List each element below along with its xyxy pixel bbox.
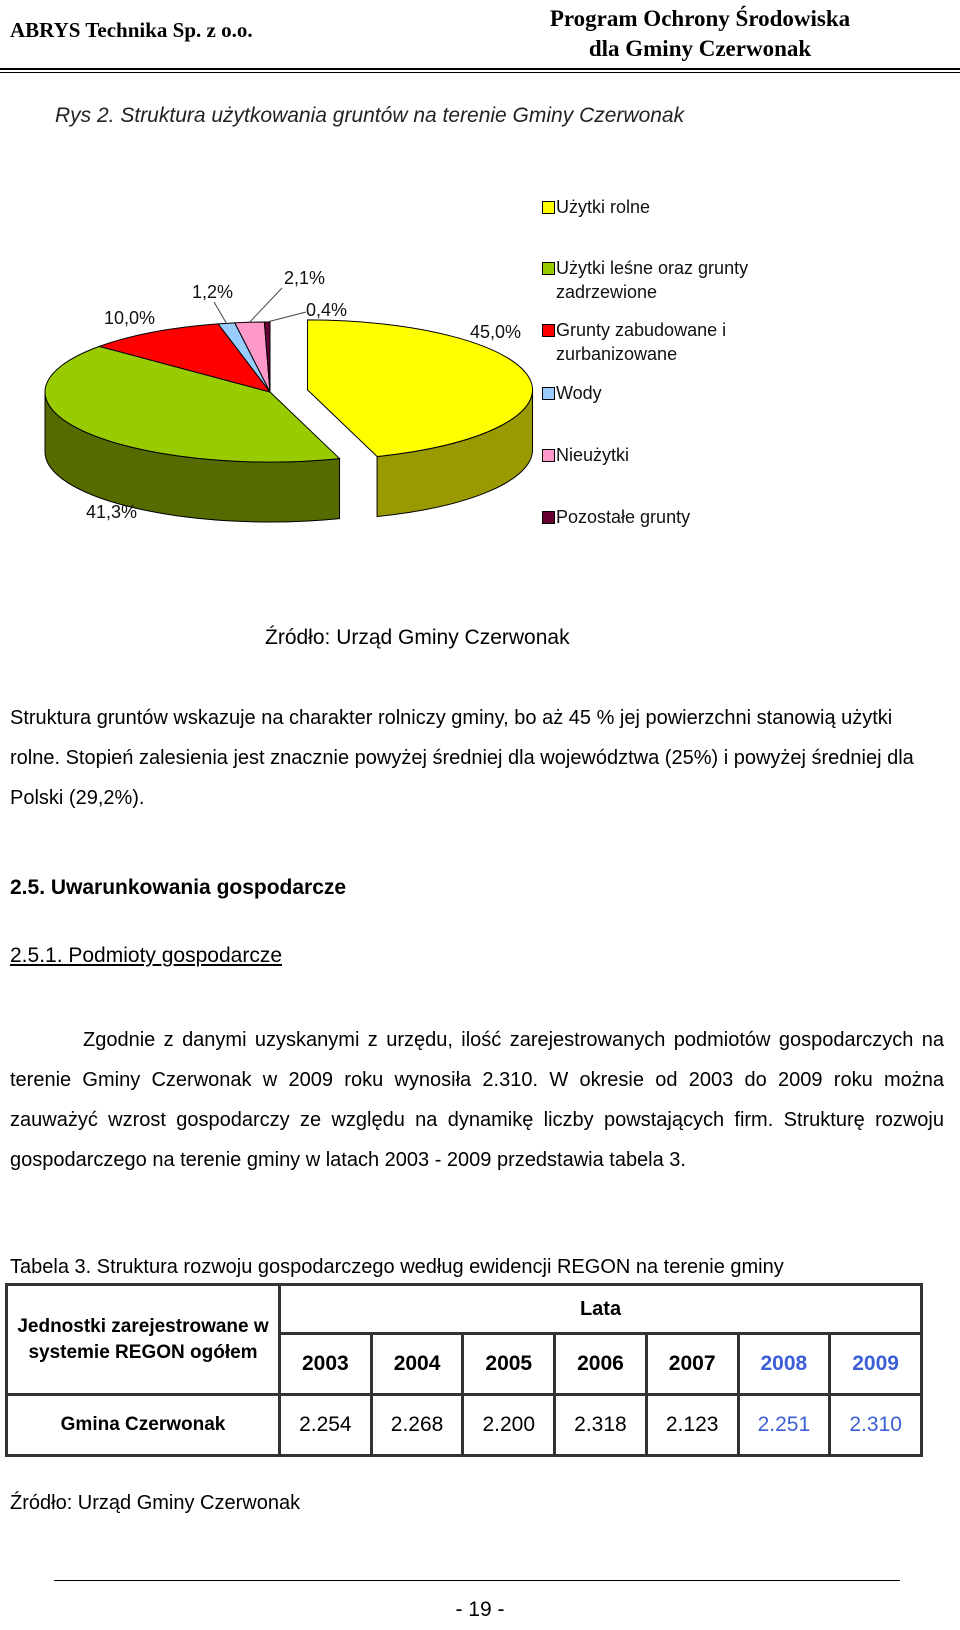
subsection-heading: 2.5.1. Podmioty gospodarcze	[10, 944, 282, 967]
figure-source: Źródło: Urząd Gminy Czerwonak	[265, 626, 570, 649]
value-cell: 2.123	[646, 1395, 738, 1456]
year-cell: 2008	[738, 1334, 830, 1395]
leader-line-wody	[214, 302, 226, 323]
data-label-uzytki-rolne: 45,0%	[470, 322, 522, 342]
legend-swatch	[542, 262, 555, 275]
year-cell: 2004	[371, 1334, 463, 1395]
paragraph-economic-entities: Zgodnie z danymi uzyskanymi z urzędu, ilość zarejestrowanych podmiotów gospodarczych na terenie Gminy Czerwonak w 2009 roku wynosiła 2.310. W okresie od 2003 do 2009 roku można zauważyć wzrost gospodarczy ze względu na dynamikę liczby powstających firm. Strukturę rozwoju gospodarczego na terenie gminy w latach 2003 - 2009 przedstawia tabela 3.	[10, 1029, 944, 1171]
legend-swatch	[542, 511, 555, 524]
legend-label: Użytki rolne	[556, 197, 651, 217]
legend-swatch	[542, 449, 555, 462]
data-label-nieuzytki: 2,1%	[284, 268, 326, 288]
leader-line-nieuzytki	[250, 288, 282, 322]
figure-caption: Rys 2. Struktura użytkowania gruntów na terenie Gminy Czerwonak	[55, 104, 685, 127]
legend-item-pozostale	[556, 505, 690, 529]
pie-chart	[0, 0, 960, 600]
table-row	[7, 1395, 922, 1456]
leader-line-pozostale-grunty	[267, 312, 306, 322]
page-number: - 19 -	[455, 1598, 505, 1621]
table-caption: Tabela 3. Struktura rozwoju gospodarczego według ewidencji REGON na terenie gminy	[10, 1256, 784, 1278]
legend-item-uzytki-rolne	[556, 195, 650, 219]
header-cell-units: Jednostki zarejestrowane w systemie REGON ogółem	[7, 1285, 280, 1395]
year-cell: 2007	[646, 1334, 738, 1395]
legend-swatch	[542, 387, 555, 400]
legend-item-wody	[556, 381, 602, 405]
year-cell: 2003	[280, 1334, 372, 1395]
legend-item-grunty-zabudowane	[556, 318, 756, 366]
legend-label: Wody	[556, 383, 602, 403]
value-cell: 2.254	[280, 1395, 372, 1456]
legend-label: Grunty zabudowane i zurbanizowane	[556, 320, 727, 364]
row-label-cell: Gmina Czerwonak	[7, 1395, 280, 1456]
header-cell-lata: Lata	[280, 1285, 922, 1334]
header-company: ABRYS Technika Sp. z o.o.	[10, 18, 253, 42]
year-cell: 2005	[463, 1334, 555, 1395]
data-label-pozostale: 0,4%	[306, 300, 348, 320]
value-cell: 2.200	[463, 1395, 555, 1456]
value-cell: 2.318	[555, 1395, 647, 1456]
legend-swatch	[542, 324, 555, 337]
value-cell: 2.268	[371, 1395, 463, 1456]
header-program-line1: Program Ochrony Środowiska	[549, 6, 851, 31]
regon-table	[5, 1283, 923, 1457]
legend-item-uzytki-lesne	[556, 256, 806, 304]
table-source: Źródło: Urząd Gminy Czerwonak	[10, 1492, 301, 1514]
legend-label: Nieużytki	[556, 445, 630, 465]
legend-swatch	[542, 201, 555, 214]
footer-rule	[54, 1580, 900, 1581]
data-label-uzytki-lesne: 41,3%	[86, 502, 138, 522]
value-cell: 2.310	[830, 1395, 922, 1456]
paragraph-land-structure: Struktura gruntów wskazuje na charakter rolniczy gminy, bo aż 45 % jej powierzchni stanowią użytki rolne. Stopień zalesienia jest znacznie powyżej średniej dla województwa (25%) i powyżej średniej dla Polski (29,2%).	[10, 707, 914, 809]
data-label-wody: 1,2%	[192, 282, 234, 302]
value-cell: 2.251	[738, 1395, 830, 1456]
legend-label: Pozostałe grunty	[556, 507, 691, 527]
table-header-row	[7, 1285, 922, 1334]
pie-tops	[45, 320, 533, 462]
year-cell: 2006	[555, 1334, 647, 1395]
header-program-line2: dla Gminy Czerwonak	[588, 36, 812, 61]
legend-item-nieuzytki	[556, 443, 629, 467]
section-heading: 2.5. Uwarunkowania gospodarcze	[10, 876, 347, 899]
legend-label: Użytki leśne oraz grunty zadrzewione	[556, 258, 749, 302]
year-cell: 2009	[830, 1334, 922, 1395]
data-label-grunty-zabudowane: 10,0%	[104, 308, 156, 328]
